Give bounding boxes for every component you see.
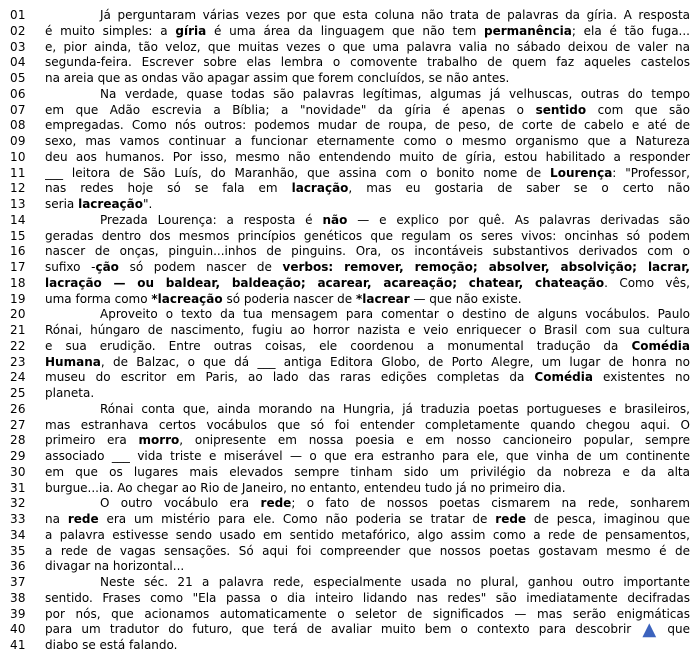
line-text: [45, 118, 690, 134]
text-run: nas redes hoje só se fala em: [45, 181, 292, 196]
text-run: em que Adão escrevia a Bíblia; a "novidade" da gíria é apenas o: [45, 102, 536, 117]
text-line: [10, 496, 690, 512]
text-run: divagar na horizontal...: [45, 559, 185, 574]
text-run: : "Professor,: [612, 165, 690, 180]
line-text: [45, 213, 690, 229]
text-run: a rede de vagas sensações. Só aqui foi compreender que nossos poetas gostavam mesmo é de: [45, 543, 690, 558]
line-text: [45, 71, 690, 87]
line-number: 12: [10, 181, 26, 196]
text-run: ___ leitora de São Luís, do Maranhão, que assina com o bonito nome de: [45, 165, 551, 180]
text-run: com que são: [586, 102, 690, 117]
text-run: sentido. Frases como "Ela passa o dia inteiro lidando nas redes" são imediatamente decifradas: [45, 590, 690, 605]
line-number: 04: [10, 55, 26, 70]
text-run: geradas dentro dos mesmos princípios genéticos que regulam os seres vivos: oncinhas só podem: [45, 228, 690, 243]
text-run: O outro vocábulo era: [100, 496, 261, 511]
text-run: Neste séc. 21 a palavra rede, especialmente usada no plural, ganhou outro importante: [100, 575, 690, 589]
insertion-caret-icon: ▲: [642, 622, 657, 638]
line-number: 26: [10, 401, 26, 416]
line-text: [45, 607, 690, 623]
line-number: 15: [10, 228, 26, 243]
line-number: 23: [10, 354, 26, 369]
line-text: [45, 528, 690, 544]
line-number: 30: [10, 464, 26, 479]
text-line: [10, 559, 690, 575]
line-text: [45, 323, 690, 339]
text-line: [10, 638, 690, 654]
bold-text-run: rede: [67, 512, 99, 526]
line-number: 19: [10, 291, 26, 306]
line-number: 16: [10, 244, 26, 259]
line-text: [45, 55, 690, 71]
bold-text-run: Humana: [45, 354, 101, 369]
bold-text-run: *lacrear: [356, 291, 410, 306]
line-number: 17: [10, 260, 26, 274]
text-run: museu do escritor em Paris, ao lado das raras edições completas da: [45, 370, 535, 385]
line-number: 05: [10, 71, 26, 85]
text-line: [10, 55, 690, 71]
text-run: que: [658, 622, 690, 637]
line-number: 22: [10, 338, 26, 353]
line-number: 25: [10, 386, 26, 400]
line-text: [45, 559, 690, 575]
text-run: na: [45, 512, 68, 526]
line-number: 28: [10, 433, 26, 448]
text-line: [10, 87, 690, 103]
text-run: só poderia nascer de: [222, 291, 356, 306]
text-run: e sua erudição. Entre outras coisas, ele coordenou a monumental tradução da: [45, 338, 632, 353]
text-run: planeta.: [45, 386, 95, 400]
text-line: [10, 260, 690, 276]
text-run: é muito simples: a: [45, 23, 176, 38]
line-number: 07: [10, 102, 26, 117]
text-line: [10, 386, 690, 402]
line-text: [45, 181, 690, 197]
text-line: [10, 166, 690, 182]
line-number: 14: [10, 212, 26, 227]
text-run: . Como vês,: [604, 275, 690, 290]
text-run: associado ___ vida triste e miserável — o que era estranho para ele, que vinha de um continente: [45, 449, 690, 463]
bold-text-run: rede: [495, 512, 527, 526]
line-number: 10: [10, 149, 26, 164]
bold-text-run: Comédia: [631, 338, 690, 353]
line-number: 21: [10, 323, 26, 337]
text-run: Rónai conta que, ainda morando na Hungria, já traduzia poetas portugueses e brasileiros,: [100, 401, 690, 416]
text-run: é uma área da linguagem que não tem: [206, 23, 485, 38]
line-text: [45, 575, 690, 591]
bold-text-run: morro: [138, 433, 180, 448]
text-line: [10, 512, 690, 528]
text-line: [10, 339, 690, 355]
line-text: [45, 622, 690, 638]
text-line: [10, 24, 690, 40]
text-run: diabo se está falando.: [45, 638, 178, 652]
text-run: era um mistério para ele. Como não poderia se tratar de: [98, 512, 496, 526]
text-lines: [10, 8, 690, 654]
line-text: [45, 370, 690, 386]
line-text: [45, 449, 690, 465]
bold-text-run: rede: [260, 496, 292, 511]
text-line: [10, 449, 690, 465]
text-line: [10, 575, 690, 591]
line-text: [45, 40, 690, 56]
line-number: 27: [10, 417, 26, 432]
line-text: [45, 150, 690, 166]
text-run: só podem nascer de: [118, 260, 283, 274]
text-run: em que os lugares mais elevados sempre tinham sido um privilégio da nobreza e da alta: [45, 464, 690, 479]
bold-text-run: lacração: [291, 181, 349, 196]
bold-text-run: lacreação: [78, 197, 144, 211]
text-run: , onipresente em nossa poesia e em nosso cancioneiro popular, sempre: [179, 433, 690, 448]
text-line: [10, 244, 690, 260]
text-line: [10, 591, 690, 607]
text-line: [10, 607, 690, 623]
line-text: [45, 87, 690, 103]
line-number: 38: [10, 590, 26, 605]
line-text: [45, 244, 690, 260]
text-line: [10, 622, 690, 638]
bold-text-run: verbos: remover, remoção; absolver, absolvição; lacrar,: [282, 260, 690, 274]
text-line: [10, 276, 690, 292]
line-text: [45, 544, 690, 560]
bold-text-run: não: [322, 212, 348, 227]
line-number: 31: [10, 480, 26, 495]
line-text: [45, 276, 690, 292]
line-number: 33: [10, 512, 26, 526]
bold-text-run: ção: [95, 260, 119, 274]
line-text: [45, 512, 690, 528]
line-number: 18: [10, 275, 26, 290]
text-run: , de Balzac, o que dá ___ antiga Editora Globo, de Porto Alegre, um lugar de honra no: [100, 354, 690, 369]
bold-text-run: lacração — ou baldear, baldeação; acarear, acareação; chatear, chateação: [45, 275, 605, 290]
text-run: por nós, que acionamos automaticamente o seletor de significados — mas serão enigmáticas: [45, 606, 690, 621]
line-number: 35: [10, 543, 26, 558]
text-run: empregadas. Como nós outros: podemos mudar de roupa, de peso, de corte de cabelo e até de: [45, 118, 690, 133]
text-run: sufixo -: [45, 260, 96, 274]
line-number: 08: [10, 118, 26, 133]
line-text: [45, 134, 690, 150]
text-line: [10, 528, 690, 544]
text-run: existentes no: [592, 370, 690, 385]
line-text: [45, 197, 690, 213]
line-text: [45, 418, 690, 434]
text-run: a palavra estivesse sendo usado em sentido metafórico, algo assim como a rede de pensamentos,: [45, 527, 690, 542]
text-line: [10, 307, 690, 323]
text-line: [10, 134, 690, 150]
line-text: [45, 8, 690, 24]
text-run: de pesca, imaginou que: [526, 512, 690, 526]
text-run: sexo, mas vamos continuar a funcionar eternamente como o mesmo organismo que a Natureza: [45, 134, 690, 148]
text-line: [10, 71, 690, 87]
text-line: [10, 292, 690, 308]
line-number: 01: [10, 8, 26, 22]
bold-text-run: Comédia: [534, 370, 593, 385]
text-run: ; ela é tão fuga...: [571, 23, 690, 38]
text-run: e, pior ainda, tão veloz, que muitas vezes o que uma palavra valia no sábado deixou de valer na: [45, 39, 690, 54]
text-line: [10, 150, 690, 166]
line-number: 39: [10, 606, 26, 621]
line-number: 37: [10, 575, 26, 589]
line-number: 29: [10, 449, 26, 463]
line-number: 06: [10, 86, 26, 101]
line-number: 24: [10, 370, 26, 385]
text-run: mas estranhava certos vocábulos que só foi entender completamente quando chegou aqui. O: [45, 417, 690, 432]
text-run: seria: [45, 197, 79, 211]
text-run: primeiro era: [45, 433, 139, 448]
text-run: — e explico por quê. As palavras derivadas são: [347, 212, 690, 227]
bold-text-run: permanência: [484, 23, 572, 38]
line-text: [45, 24, 690, 40]
text-run: ; o fato de nossos poetas cismarem na rede, sonharem: [291, 496, 690, 511]
text-run: uma forma como: [45, 291, 152, 306]
text-run: , mas eu gostaria de saber se o certo não: [348, 181, 690, 196]
text-line: [10, 323, 690, 339]
line-text: [45, 103, 690, 119]
text-line: [10, 118, 690, 134]
text-run: na areia que as ondas vão apagar assim que forem concluídos, se não antes.: [45, 71, 510, 85]
line-number: 13: [10, 197, 26, 211]
line-number: 34: [10, 527, 26, 542]
text-line: [10, 40, 690, 56]
bold-text-run: Lourença: [550, 165, 613, 180]
text-line: [10, 103, 690, 119]
line-text: [45, 496, 690, 512]
text-line: [10, 481, 690, 497]
text-run: Rónai, húngaro de nascimento, fugiu ao horror nazista e veio enriquecer o Brasil com sua cultura: [45, 323, 690, 337]
text-run: Na verdade, quase todas são palavras legítimas, algumas já velhuscas, outras do tempo: [100, 86, 690, 101]
text-line: [10, 544, 690, 560]
line-number: 03: [10, 39, 26, 54]
text-run: segunda-feira. Escrever sobre elas lembra o comovente trabalho de quem faz aqueles castelos: [45, 55, 690, 70]
line-number: 41: [10, 638, 26, 652]
line-number: 36: [10, 559, 26, 574]
text-run: — que não existe.: [409, 291, 522, 306]
line-number: 20: [10, 307, 26, 322]
text-run: Prezada Lourença: a resposta é: [100, 212, 323, 227]
line-text: [45, 433, 690, 449]
text-run: para um tradutor do futuro, que terá de avaliar muito bem o contexto para descobrir: [45, 622, 641, 637]
text-line: [10, 465, 690, 481]
text-line: [10, 181, 690, 197]
text-run: burgue...ia. Ao chegar ao Rio de Janeiro, no entanto, entendeu tudo já no primeiro dia.: [45, 480, 566, 495]
line-text: [45, 386, 690, 402]
text-line: [10, 213, 690, 229]
line-text: [45, 260, 690, 276]
text-line: [10, 433, 690, 449]
text-line: [10, 8, 690, 24]
line-text: [45, 339, 690, 355]
text-line: [10, 370, 690, 386]
line-number: 02: [10, 23, 26, 38]
bold-text-run: gíria: [175, 23, 207, 38]
text-run: Já perguntaram várias vezes por que esta coluna não trata de palavras da gíria. A resposta: [100, 8, 690, 22]
text-run: ".: [143, 197, 153, 211]
line-text: [45, 229, 690, 245]
bold-text-run: *lacreação: [151, 291, 223, 306]
line-number: 11: [10, 165, 26, 180]
line-text: [45, 402, 690, 418]
line-number: 09: [10, 134, 26, 148]
text-run: Aproveito o texto da tua mensagem para comentar o destino de alguns vocábulos. Paulo: [100, 307, 690, 322]
text-line: [10, 402, 690, 418]
text-line: [10, 229, 690, 245]
text-line: [10, 197, 690, 213]
text-run: deu aos humanos. Por isso, mesmo não entendendo muito de gíria, estou habilitado a responder: [45, 149, 690, 164]
line-text: [45, 465, 690, 481]
line-number: 40: [10, 622, 26, 637]
line-text: [45, 591, 690, 607]
text-run: nascer de onças, pinguin...inhos de pinguins. Ora, os incontáveis substantivos derivados com o: [45, 244, 690, 259]
bold-text-run: sentido: [535, 102, 587, 117]
line-text: [45, 292, 690, 308]
line-text: [45, 166, 690, 182]
line-text: [45, 307, 690, 323]
text-line: [10, 418, 690, 434]
line-number: 32: [10, 496, 26, 511]
line-text: [45, 355, 690, 371]
line-text: [45, 481, 690, 497]
text-line: [10, 355, 690, 371]
line-text: [45, 638, 690, 654]
